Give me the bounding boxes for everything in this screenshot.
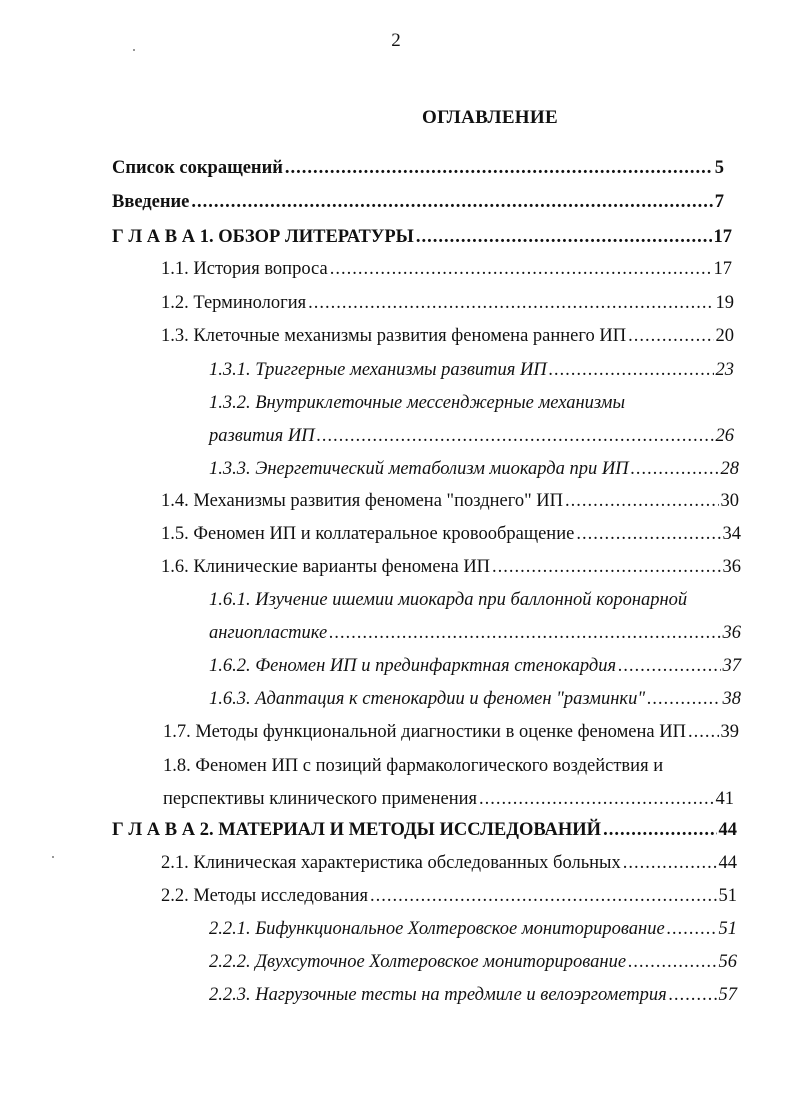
toc-page-number: 17 — [713, 227, 732, 247]
toc-entry-title: 1.2. Терминология — [161, 293, 307, 313]
toc-page-number: 34 — [722, 524, 741, 544]
toc-chapter[interactable] — [112, 819, 737, 841]
toc-subsection[interactable] — [209, 359, 734, 381]
toc-page-number: 30 — [720, 491, 739, 511]
toc-page-number: 37 — [722, 656, 741, 676]
leader-dots — [576, 523, 720, 545]
toc-entry-title: Г Л А В А 1. ОБЗОР ЛИТЕРАТУРЫ — [112, 227, 414, 247]
leader-dots — [603, 819, 716, 841]
toc-page-number: 44 — [718, 853, 737, 873]
toc-subsection[interactable] — [209, 458, 739, 480]
toc-subsection[interactable] — [209, 425, 734, 447]
toc-subsection[interactable] — [209, 951, 737, 973]
toc-section[interactable] — [161, 258, 732, 280]
toc-page-number: 36 — [722, 557, 741, 577]
toc-page-number: 23 — [715, 360, 734, 380]
toc-page-number: 51 — [718, 919, 737, 939]
leader-dots — [479, 788, 713, 810]
toc-section[interactable] — [161, 490, 739, 512]
toc-entry-title: развития ИП — [209, 426, 315, 446]
toc-entry-title: 2.2.2. Двухсуточное Холтеровское мониторирование — [209, 952, 627, 972]
toc-entry-title: Введение — [112, 192, 190, 212]
toc-page-number: 41 — [715, 789, 734, 809]
toc-page-number: 44 — [718, 820, 737, 840]
toc-page-number: 20 — [715, 326, 734, 346]
toc-entry[interactable] — [112, 157, 724, 179]
toc-entry-title: Список сокращений — [112, 158, 283, 178]
toc-page-number: 38 — [722, 689, 741, 709]
toc-entry-title: 1.4. Механизмы развития феномена "позднего" ИП — [161, 491, 564, 511]
toc-entry-title: ангиопластике — [209, 623, 328, 643]
toc-entry-title: 1.3. Клеточные механизмы развития феномена раннего ИП — [161, 326, 627, 346]
page-title: ОГЛАВЛЕНИЕ — [422, 107, 558, 128]
leader-dots — [628, 951, 716, 973]
toc-section[interactable] — [161, 885, 737, 907]
toc-entry-title: 1.3.1. Триггерные механизмы развития ИП — [209, 360, 547, 380]
toc-entry-title: 1.3.3. Энергетический метаболизм миокарда при ИП — [209, 459, 629, 479]
leader-dots — [631, 458, 719, 480]
leader-dots — [623, 852, 717, 874]
toc-page-number: 36 — [722, 623, 741, 643]
toc-subsection[interactable] — [209, 655, 741, 677]
leader-dots — [492, 556, 720, 578]
toc-section[interactable] — [163, 721, 739, 743]
leader-dots — [317, 425, 714, 447]
leader-dots — [565, 490, 718, 512]
toc-page-number: 39 — [720, 722, 739, 742]
leader-dots — [669, 984, 717, 1006]
toc-subsection-line1: 1.6.1. Изучение ишемии миокарда при баллонной коронарной — [209, 590, 688, 610]
leader-dots — [285, 157, 713, 179]
toc-entry-title: 1.6.3. Адаптация к стенокардии и феномен "разминки" — [209, 689, 646, 709]
toc-page-number: 7 — [714, 192, 724, 212]
toc-page-number: 28 — [720, 459, 739, 479]
toc-page-number: 17 — [713, 259, 732, 279]
toc-page-number: 56 — [718, 952, 737, 972]
toc-section[interactable] — [161, 852, 737, 874]
toc-section[interactable] — [163, 788, 734, 810]
toc-entry-title: 1.7. Методы функциональной диагностики в оценке феномена ИП — [163, 722, 686, 742]
leader-dots — [628, 325, 713, 347]
leader-dots — [549, 359, 714, 381]
toc-section[interactable] — [161, 325, 734, 347]
toc-entry-title: 2.2.3. Нагрузочные тесты на тредмиле и велоэргометрия — [209, 985, 667, 1005]
toc-entry[interactable] — [112, 191, 724, 213]
toc-page-number: 57 — [718, 985, 737, 1005]
page-number: 2 — [391, 30, 401, 51]
leader-dots — [329, 622, 720, 644]
toc-section[interactable] — [161, 292, 734, 314]
toc-section-line1: 1.8. Феномен ИП с позиций фармакологического воздействия и — [163, 756, 664, 776]
leader-dots — [370, 885, 716, 907]
leader-dots — [191, 191, 712, 213]
toc-subsection[interactable] — [209, 984, 737, 1006]
toc-entry-title: перспективы клинического применения — [163, 789, 478, 809]
toc-subsection[interactable] — [209, 918, 737, 940]
toc-section[interactable] — [161, 523, 741, 545]
leader-dots — [688, 721, 719, 743]
toc-subsection[interactable] — [209, 688, 741, 710]
toc-subsection[interactable] — [209, 622, 741, 644]
toc-page-number: 19 — [715, 293, 734, 313]
leader-dots — [416, 226, 712, 248]
leader-dots — [308, 292, 713, 314]
toc-entry-title: 2.1. Клиническая характеристика обследованных больных — [161, 853, 621, 873]
toc-page-number: 5 — [714, 158, 724, 178]
toc-chapter[interactable] — [112, 226, 732, 248]
leader-dots — [330, 258, 712, 280]
toc-section[interactable] — [161, 556, 741, 578]
toc-entry-title: 2.2. Методы исследования — [161, 886, 369, 906]
toc-entry-title: Г Л А В А 2. МАТЕРИАЛ И МЕТОДЫ ИССЛЕДОВАНИЙ — [112, 820, 602, 840]
toc-entry-title: 1.6. Клинические варианты феномена ИП — [161, 557, 491, 577]
toc-entry-title: 1.6.2. Феномен ИП и прединфарктная стенокардия — [209, 656, 617, 676]
toc-entry-title: 2.2.1. Бифункциональное Холтеровское мониторирование — [209, 919, 665, 939]
leader-dots — [667, 918, 717, 940]
leader-dots — [647, 688, 720, 710]
toc-entry-title: 1.1. История вопроса — [161, 259, 328, 279]
toc-subsection-line1: 1.3.2. Внутриклеточные мессенджерные механизмы — [209, 393, 625, 413]
leader-dots — [618, 655, 720, 677]
toc-page-number: 51 — [718, 886, 737, 906]
toc-entry-title: 1.5. Феномен ИП и коллатеральное кровообращение — [161, 524, 575, 544]
toc-page-number: 26 — [715, 426, 734, 446]
